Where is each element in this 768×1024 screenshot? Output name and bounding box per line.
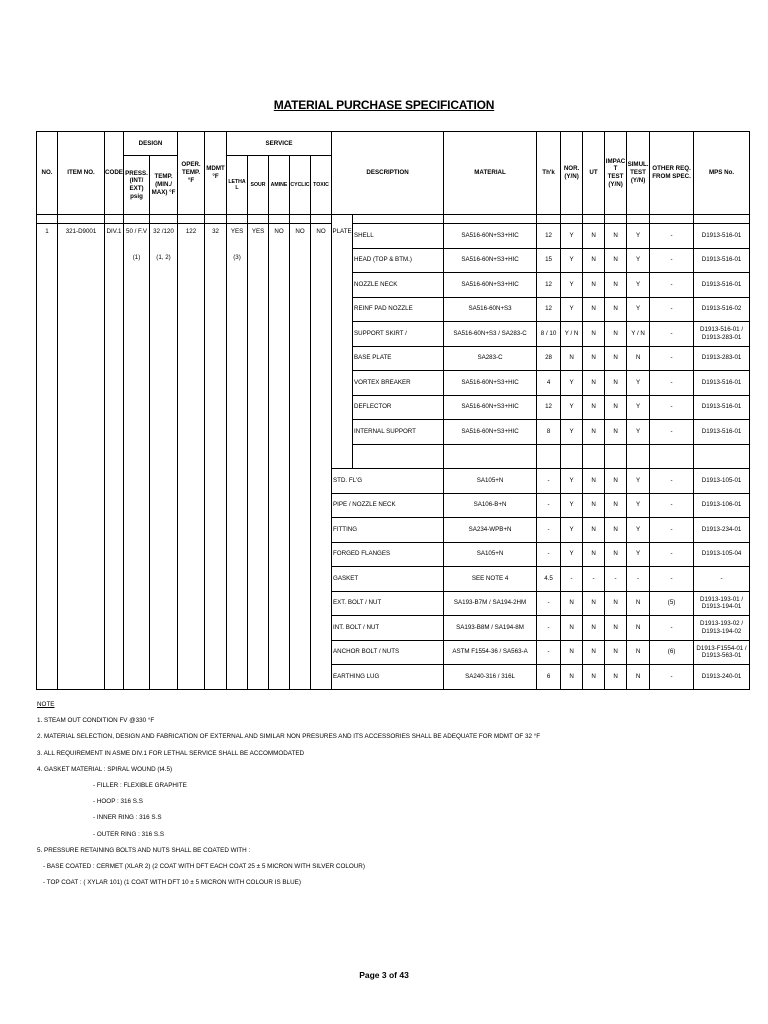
cell-mps: D1913-516-01 — [694, 420, 750, 445]
lethal-note: (3) — [233, 253, 241, 261]
cell-material: SEE NOTE 4 — [444, 567, 537, 592]
cell-material: SA106-B+N — [444, 493, 537, 518]
cell-desc: EARTHING LUG — [332, 665, 444, 690]
note-5: 5. PRESSURE RETAINING BOLTS AND NUTS SHALL BE COATED WITH : — [37, 846, 251, 854]
cell-mps: D1913-516-02 — [694, 297, 750, 322]
cell-material: SA105+N — [444, 469, 537, 494]
cell-no: 1 — [37, 224, 58, 690]
cell-simul: Y / N — [627, 322, 650, 347]
cell-nor: Y — [561, 469, 583, 494]
cell-material: SA240-316 / 316L — [444, 665, 537, 690]
cell-other: - — [650, 518, 694, 543]
cell-code: DIV.1 — [105, 224, 124, 690]
cell-ut: N — [583, 493, 605, 518]
page-title: MATERIAL PURCHASE SPECIFICATION — [273, 98, 495, 112]
cell-empty — [537, 444, 561, 469]
cell-empty — [583, 444, 605, 469]
cell-other: - — [650, 346, 694, 371]
cell-thk: 6 — [537, 665, 561, 690]
cell-nor: N — [561, 346, 583, 371]
cell-simul: N — [627, 346, 650, 371]
note-5-base-coat: - BASE COATED : CERMET (XLAR 2) (2 COAT WITH DFT EACH COAT 25 ± 5 MICRON WITH SILVER COLOUR) — [43, 863, 365, 871]
col-toxic: TOXIC — [311, 156, 332, 215]
cell-material: SA283-C — [444, 346, 537, 371]
note-4-filler: - FILLER : FLEXIBLE GRAPHITE — [93, 782, 187, 790]
cell-mps: D1913-234-01 — [694, 518, 750, 543]
press-note: (1) — [132, 253, 141, 261]
cell-mps: D1913-516-01 — [694, 395, 750, 420]
note-4-inner-ring: - INNER RING : 316 S.S — [93, 814, 162, 822]
cell-thk: 8 / 10 — [537, 322, 561, 347]
col-lethal: LETHAL — [227, 156, 248, 215]
col-amine: AMINE — [269, 156, 290, 215]
cell-press — [124, 224, 150, 690]
cell-simul: Y — [627, 542, 650, 567]
lethal-value: YES — [230, 228, 244, 235]
cell-other: (5) — [650, 591, 694, 616]
cell-thk: 4.5 — [537, 567, 561, 592]
cell-material: SA516-60N+S3 / SA283-C — [444, 322, 537, 347]
cell-simul: Y — [627, 518, 650, 543]
cell-nor: Y — [561, 273, 583, 298]
col-description: DESCRIPTION — [332, 132, 444, 215]
cell-other: (6) — [650, 640, 694, 665]
col-temp: TEMP. (MIN./ MAX) °F — [150, 156, 178, 215]
page-number: Page 3 of 43 — [359, 970, 409, 980]
cell-desc: INTERNAL SUPPORT — [353, 420, 444, 445]
cell-material: SA516-60N+S3+HIC — [444, 273, 537, 298]
col-service-group: SERVICE — [227, 132, 332, 156]
cell-mps: - — [694, 567, 750, 592]
cell-other: - — [650, 371, 694, 396]
cell-desc: DEFLECTOR — [353, 395, 444, 420]
cell-mdmt: 32 — [205, 224, 227, 690]
notes-section — [37, 697, 540, 891]
cell-desc: GASKET — [332, 567, 444, 592]
cell-other: - — [650, 420, 694, 445]
cell-desc: REINF PAD NOZZLE — [353, 297, 444, 322]
cell-ut: N — [583, 640, 605, 665]
cell-ut: N — [583, 616, 605, 641]
cell-impact: N — [605, 224, 627, 249]
cell-impact: N — [605, 469, 627, 494]
col-press: PRESS. (INT/ EXT) psig — [124, 156, 150, 215]
cell-desc: HEAD (TOP & BTM.) — [353, 248, 444, 273]
cell-ut: N — [583, 297, 605, 322]
col-thk: Th'k — [537, 132, 561, 215]
note-1: 1. STEAM OUT CONDITION FV @330 °F — [37, 717, 155, 725]
col-mdmt: MDMT °F — [205, 132, 227, 215]
col-no: NO. — [37, 132, 58, 215]
col-ut: UT — [583, 132, 605, 215]
cell-simul: Y — [627, 395, 650, 420]
cell-thk: 12 — [537, 273, 561, 298]
cell-desc: NOZZLE NECK — [353, 273, 444, 298]
cell-impact: N — [605, 395, 627, 420]
col-other: OTHER REQ. FROM SPEC. — [650, 132, 694, 215]
cell-nor: N — [561, 591, 583, 616]
cell-desc: SHELL — [353, 224, 444, 249]
cell-mps: D1913-516-01 — [694, 248, 750, 273]
cell-material: SA516-60N+S3+HIC — [444, 395, 537, 420]
temp-value: 32 /120 — [153, 228, 174, 235]
cell-simul: Y — [627, 371, 650, 396]
cell-temp — [150, 224, 178, 690]
cell-other: - — [650, 224, 694, 249]
cell-impact: N — [605, 640, 627, 665]
col-design-group: DESIGN — [124, 132, 178, 156]
col-nor: NOR. (Y/N) — [561, 132, 583, 215]
note-5-top-coat: - TOP COAT : ( XYLAR 101) (1 COAT WITH DFT 10 ± 5 MICRON WITH COLOUR IS BLUE) — [43, 879, 301, 887]
temp-note: (1, 2) — [156, 253, 171, 261]
cell-impact: N — [605, 273, 627, 298]
cell-desc: EXT. BOLT / NUT — [332, 591, 444, 616]
cell-desc: VORTEX BREAKER — [353, 371, 444, 396]
cell-cyclic: NO — [290, 224, 311, 690]
cell-ut: N — [583, 395, 605, 420]
cell-ut: N — [583, 469, 605, 494]
col-oper-temp: OPER. TEMP. °F — [178, 132, 205, 215]
cell-empty — [650, 444, 694, 469]
cell-other: - — [650, 493, 694, 518]
cell-material: ASTM F1554-36 / SA563-A — [444, 640, 537, 665]
table-row — [37, 224, 750, 249]
col-sour: SOUR — [248, 156, 269, 215]
col-item-no: ITEM NO. — [58, 132, 105, 215]
cell-nor: - — [561, 567, 583, 592]
cell-other: - — [650, 322, 694, 347]
cell-ut: N — [583, 420, 605, 445]
cell-ut: N — [583, 346, 605, 371]
cell-nor: Y — [561, 518, 583, 543]
cell-material: SA516-60N+S3+HIC — [444, 420, 537, 445]
table-body — [37, 215, 750, 690]
cell-other: - — [650, 542, 694, 567]
cell-other: - — [650, 273, 694, 298]
cell-nor: N — [561, 665, 583, 690]
cell-ut: N — [583, 273, 605, 298]
note-2: 2. MATERIAL SELECTION, DESIGN AND FABRICATION OF EXTERNAL AND SIMILAR NON PRESURES AND ITS ACCESSORIES SHALL BE ADEQUATE FOR MDMT OF 32 °F — [37, 733, 541, 741]
cell-thk: - — [537, 518, 561, 543]
cell-empty — [444, 444, 537, 469]
cell-mps: D1913-240-01 — [694, 665, 750, 690]
note-4-outer-ring: - OUTER RING : 316 S.S — [93, 830, 165, 838]
cell-thk: 12 — [537, 395, 561, 420]
cell-ut: N — [583, 248, 605, 273]
cell-nor: N — [561, 640, 583, 665]
cell-thk: 8 — [537, 420, 561, 445]
cell-thk: - — [537, 493, 561, 518]
cell-thk: 4 — [537, 371, 561, 396]
cell-impact: N — [605, 322, 627, 347]
cell-empty — [353, 444, 444, 469]
press-value: 50 / F.V — [126, 228, 147, 235]
cell-desc: FORGED FLANGES — [332, 542, 444, 567]
cell-nor: Y — [561, 395, 583, 420]
cell-mps: D1913-283-01 — [694, 346, 750, 371]
cell-simul: Y — [627, 248, 650, 273]
cell-thk: 15 — [537, 248, 561, 273]
cell-other: - — [650, 616, 694, 641]
cell-impact: N — [605, 297, 627, 322]
note-4: 4. GASKET MATERIAL : SPIRAL WOUND (t4.5) — [37, 765, 173, 773]
cell-desc: STD. FL'G — [332, 469, 444, 494]
spacer-row — [37, 215, 750, 224]
cell-simul: - — [627, 567, 650, 592]
cell-desc: INT. BOLT / NUT — [332, 616, 444, 641]
col-impact: IMPACT TEST (Y/N) — [605, 132, 627, 215]
cell-empty — [561, 444, 583, 469]
cell-simul: Y — [627, 224, 650, 249]
cell-mps: D1913-516-01 — [694, 273, 750, 298]
header-row — [37, 132, 750, 156]
cell-empty — [694, 444, 750, 469]
cell-thk: - — [537, 542, 561, 567]
cell-thk: - — [537, 469, 561, 494]
cell-toxic: NO — [311, 224, 332, 690]
cell-ut: N — [583, 591, 605, 616]
cell-ut: - — [583, 567, 605, 592]
cell-material: SA234-WPB+N — [444, 518, 537, 543]
cell-ut: N — [583, 322, 605, 347]
cell-impact: N — [605, 665, 627, 690]
cell-impact: N — [605, 616, 627, 641]
note-4-hoop: - HOOP : 316 S.S — [93, 798, 143, 806]
cell-impact: N — [605, 420, 627, 445]
cell-other: - — [650, 248, 694, 273]
cell-impact: N — [605, 493, 627, 518]
cell-mps: D1913-193-02 / D1913-194-02 — [694, 616, 750, 641]
cell-simul: Y — [627, 297, 650, 322]
col-material: MATERIAL — [444, 132, 537, 215]
cell-other: - — [650, 395, 694, 420]
material-spec-table — [36, 131, 750, 690]
col-cyclic: CYCLIC — [290, 156, 311, 215]
cell-lethal — [227, 224, 248, 690]
cell-material: SA516-60N+S3+HIC — [444, 224, 537, 249]
note-3: 3. ALL REQUIREMENT IN ASME DIV.1 FOR LETHAL SERVICE SHALL BE ACCOMMODATED — [37, 749, 305, 757]
cell-impact: - — [605, 567, 627, 592]
cell-empty — [605, 444, 627, 469]
cell-thk: 12 — [537, 297, 561, 322]
cell-simul: Y — [627, 493, 650, 518]
cell-thk: - — [537, 616, 561, 641]
cell-simul: Y — [627, 273, 650, 298]
cell-nor: N — [561, 616, 583, 641]
cell-item-no: 321-D9001 — [58, 224, 105, 690]
cell-other: - — [650, 469, 694, 494]
cell-thk: 12 — [537, 224, 561, 249]
cell-material: SA516-60N+S3+HIC — [444, 248, 537, 273]
cell-ut: N — [583, 371, 605, 396]
cell-simul: N — [627, 640, 650, 665]
cell-nor: Y — [561, 224, 583, 249]
col-code: CODE — [105, 132, 124, 215]
cell-desc: SUPPORT SKIRT / — [353, 322, 444, 347]
cell-empty — [627, 444, 650, 469]
cell-amine: NO — [269, 224, 290, 690]
cell-material: SA193-B8M / SA194-8M — [444, 616, 537, 641]
cell-ut: N — [583, 542, 605, 567]
cell-mps: D1913-193-01 / D1913-194-01 — [694, 591, 750, 616]
cell-simul: N — [627, 591, 650, 616]
cell-other: - — [650, 297, 694, 322]
cell-material: SA516-60N+S3+HIC — [444, 371, 537, 396]
cell-nor: Y — [561, 371, 583, 396]
cell-desc: BASE PLATE — [353, 346, 444, 371]
cell-desc: ANCHOR BOLT / NUTS — [332, 640, 444, 665]
col-simul: SIMUL. TEST (Y/N) — [627, 132, 650, 215]
cell-ut: N — [583, 665, 605, 690]
col-mps: MPS No. — [694, 132, 750, 215]
cell-impact: N — [605, 591, 627, 616]
cell-thk: - — [537, 591, 561, 616]
cell-nor: Y — [561, 297, 583, 322]
cell-group-plate: PLATE — [332, 224, 353, 469]
cell-ut: N — [583, 518, 605, 543]
cell-other: - — [650, 665, 694, 690]
cell-nor: Y — [561, 493, 583, 518]
cell-impact: N — [605, 248, 627, 273]
cell-desc: PIPE / NOZZLE NECK — [332, 493, 444, 518]
cell-simul: Y — [627, 420, 650, 445]
cell-mps: D1913-F1554-01 / D1913-563-01 — [694, 640, 750, 665]
cell-material: SA516-60N+S3 — [444, 297, 537, 322]
cell-simul: Y — [627, 469, 650, 494]
cell-impact: N — [605, 371, 627, 396]
cell-sour: YES — [248, 224, 269, 690]
cell-mps: D1913-105-04 — [694, 542, 750, 567]
cell-desc: FITTING — [332, 518, 444, 543]
cell-oper-temp: 122 — [178, 224, 205, 690]
cell-nor: Y / N — [561, 322, 583, 347]
cell-mps: D1913-516-01 — [694, 371, 750, 396]
cell-mps: D1913-516-01 / D1913-283-01 — [694, 322, 750, 347]
cell-thk: 28 — [537, 346, 561, 371]
cell-nor: Y — [561, 542, 583, 567]
cell-impact: N — [605, 518, 627, 543]
cell-simul: N — [627, 665, 650, 690]
cell-nor: Y — [561, 248, 583, 273]
cell-thk: - — [537, 640, 561, 665]
cell-mps: D1913-105-01 — [694, 469, 750, 494]
cell-mps: D1913-106-01 — [694, 493, 750, 518]
cell-nor: Y — [561, 420, 583, 445]
cell-material: SA193-B7M / SA194-2HM — [444, 591, 537, 616]
cell-ut: N — [583, 224, 605, 249]
cell-material: SA105+N — [444, 542, 537, 567]
cell-impact: N — [605, 542, 627, 567]
cell-mps: D1913-516-01 — [694, 224, 750, 249]
cell-impact: N — [605, 346, 627, 371]
notes-heading: NOTE — [37, 701, 55, 708]
cell-simul: N — [627, 616, 650, 641]
cell-other: - — [650, 567, 694, 592]
